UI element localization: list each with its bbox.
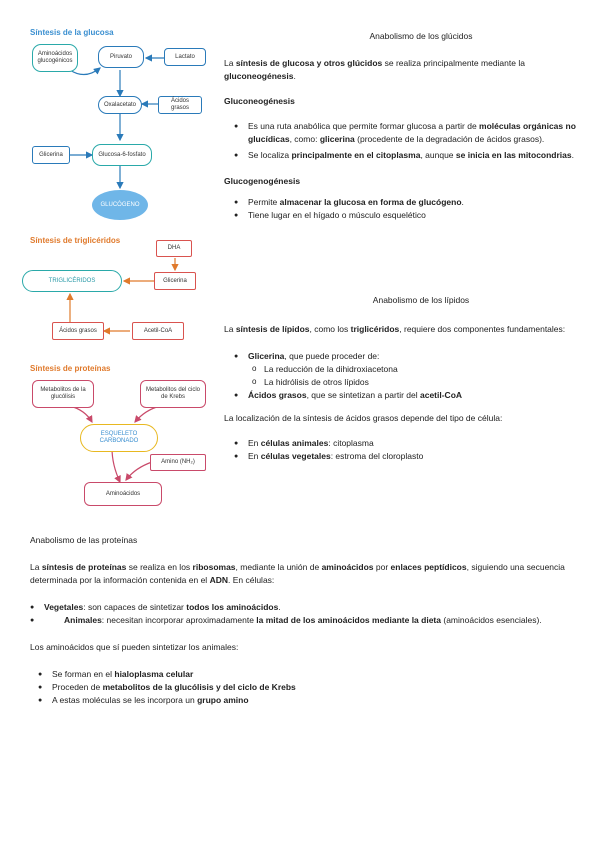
bullet-list (30, 601, 575, 627)
section-carbohydrates (224, 30, 578, 222)
triglycerides-node: TRIGLICÉRIDOS (22, 270, 122, 292)
section-title: Anabolismo de los lípidos (372, 295, 470, 305)
bullet-list (52, 668, 575, 707)
subheading: Glucogenogénesis (224, 176, 301, 186)
list-item: ● En células vegetales: estroma del cloroplasto (248, 450, 578, 463)
bullet-list (248, 350, 578, 402)
paragraph: La síntesis de proteínas se realiza en los ribosomas, mediante la unión de aminoácidos por enlaces peptídicos, siguiendo una secuencia determinada por la información contenida en el ADN. En células: (30, 562, 565, 585)
section-title: Anabolismo de las proteínas (30, 535, 138, 545)
bullet-list (248, 196, 578, 222)
list-item: ● Es una ruta anabólica que permite formar glucosa a partir de moléculas orgánicas no glucídicas, como: glicerina (procedente de la degradación de ácidos grasos). (248, 120, 578, 146)
glycogen-node: GLUCÓGENO (92, 190, 148, 220)
bullet-list (248, 437, 578, 463)
fatty-acids-node-2: Ácidos grasos (52, 322, 104, 340)
sub-list-item: o La hidrólisis de otros lípidos (264, 376, 578, 389)
pyruvate-node: Piruvato (98, 46, 144, 68)
glycerin-node-2: Glicerina (154, 272, 196, 290)
section-lipids (224, 294, 578, 463)
list-item: ● Glicerina, que puede proceder de: (248, 350, 578, 363)
paragraph: La síntesis de glucosa y otros glúcidos se realiza principalmente mediante la gluconeogénesis. (224, 58, 525, 81)
list-item: ● Se forman en el hialoplasma celular (52, 668, 575, 681)
amino-group-node: Amino (NH₂) (150, 454, 206, 471)
amino-acids-node: Aminoácidos (84, 482, 162, 506)
list-item: ● Se localiza principalmente en el citoplasma, aunque se inicia en las mitocondrias. (248, 149, 578, 162)
glycolysis-metabolites-node: Metabolitos de la glucólisis (32, 380, 94, 408)
oxaloacetate-node: Oxalacetato (98, 96, 142, 114)
paragraph: La localización de la síntesis de ácidos grasos depende del tipo de célula: (224, 413, 503, 423)
diagram-title: Síntesis de proteínas (30, 364, 111, 373)
fatty-acids-node: Ácidos grasos (158, 96, 202, 114)
list-item: ● Vegetales: son capaces de sintetizar todos los aminoácidos. (24, 601, 575, 614)
list-item: ● Permite almacenar la glucosa en forma de glucógeno. (248, 196, 578, 209)
aminoacids-node: Aminoácidos glucogénicos (32, 44, 78, 72)
glucose6p-node: Glucosa-6-fosfato (92, 144, 152, 166)
paragraph: La síntesis de lípidos, como los triglicéridos, requiere dos componentes fundamentales: (224, 324, 566, 334)
bullet-list (248, 120, 578, 162)
list-item: ● En células animales: citoplasma (248, 437, 578, 450)
sub-list-item: o La reducción de la dihidroxiacetona (264, 363, 578, 376)
acetyl-coa-node: Acetil-CoA (132, 322, 184, 340)
list-item: ● Tiene lugar en el hígado o músculo esquelético (248, 209, 578, 222)
list-item: ● Animales: necesitan incorporar aproximadamente la mitad de los aminoácidos mediante la dieta (aminoácidos esenciales). (24, 614, 575, 627)
carbon-skeleton-node: ESQUELETO CARBONADO (80, 424, 158, 452)
section-title: Anabolismo de los glúcidos (369, 31, 473, 41)
krebs-metabolites-node: Metabolitos del ciclo de Krebs (140, 380, 206, 408)
diagram-title: Síntesis de la glucosa (30, 28, 114, 37)
list-item: ● A estas moléculas se les incorpora un grupo amino (52, 694, 575, 707)
subheading: Gluconeogénesis (224, 96, 295, 106)
glycerin-node: Glicerina (32, 146, 70, 164)
list-item: ● Ácidos grasos, que se sintetizan a partir del acetil-CoA (248, 389, 578, 402)
paragraph: Los aminoácidos que sí pueden sintetizar los animales: (30, 642, 239, 652)
lactate-node: Lactato (164, 48, 206, 66)
list-item: ● Proceden de metabolitos de la glucólisis y del ciclo de Krebs (52, 681, 575, 694)
diagram-title: Síntesis de triglicéridos (30, 236, 121, 245)
dha-node: DHA (156, 240, 192, 257)
section-proteins (30, 534, 575, 707)
